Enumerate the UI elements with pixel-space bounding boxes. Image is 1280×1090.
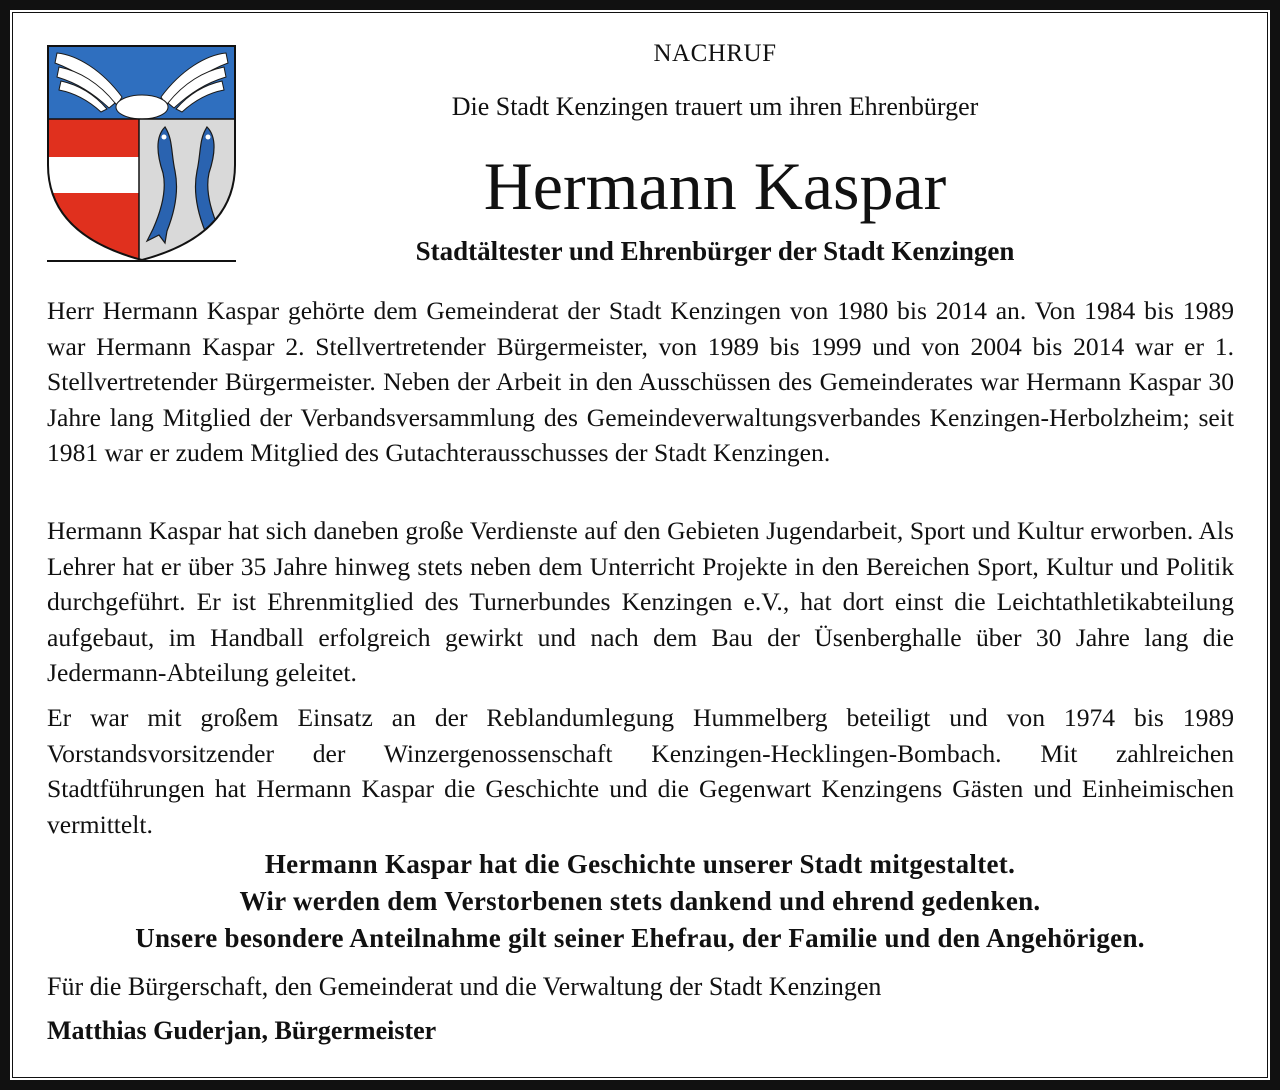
notice-heading: NACHRUF (653, 40, 777, 67)
closing-line: Hermann Kaspar hat die Geschichte unserer Stadt mitgestaltet. (264, 849, 1016, 879)
closing-line: Wir werden dem Verstorbenen stets dankend und ehrend gedenken. (239, 886, 1041, 916)
paragraph-merits: Hermann Kaspar hat sich daneben große Verdienste auf den Gebieten Jugendarbeit, Sport und Kultur erworben. Als Lehrer hat er über 35 Jahre hinweg stets neben dem Unterricht Projekte in den Bereichen Sport, Kultur und Politik durchgeführt. Er ist Ehrenmitglied des Turnerbundes Kenzingen e.V., hat dort einst die Leichtathletikabteilung aufgebaut, im Handball erfolgreich gewirkt und nach dem Bau der Üsenberghalle über 30 Jahre lang die Jedermann-Abteilung geleitet. (47, 516, 1234, 687)
signature: Matthias Guderjan, Bürgermeister (47, 1016, 437, 1045)
deceased-name: Hermann Kaspar (483, 148, 947, 224)
notice-subheading: Die Stadt Kenzingen trauert um ihren Ehrenbürger (451, 92, 979, 121)
footer-line: Für die Bürgerschaft, den Gemeinderat und die Verwaltung der Stadt Kenzingen (47, 972, 882, 1001)
coat-of-arms-icon (47, 45, 236, 261)
crest-underline (47, 260, 236, 262)
coat-of-arms (47, 45, 236, 264)
paragraph-vineyard: Er war mit großem Einsatz an der Reblandumlegung Hummelberg beteiligt und von 1974 bis 1989 Vorstandsvorsitzender der Winzergenossenschaft Kenzingen-Hecklingen-Bombach. Mit zahlreichen Stadtführungen hat Hermann Kaspar die Geschichte und die Gegenwart Kenzingens Gästen und Einheimischen vermittelt. (47, 703, 1234, 839)
closing-line: Unsere besondere Anteilnahme gilt seiner Ehefrau, der Familie und den Angehörigen. (135, 923, 1145, 953)
paragraph-council: Herr Hermann Kaspar gehörte dem Gemeinderat der Stadt Kenzingen von 1980 bis 2014 an. Von 1984 bis 1989 war Hermann Kaspar 2. Stellvertretender Bürgermeister, von 1989 bis 1999 und von 2004 bis 2014 war er 1. Stellvertretender Bürgermeister. Neben der Arbeit in den Ausschüssen des Gemeinderates war Hermann Kaspar 30 Jahre lang Mitglied der Verbandsversammlung des Gemeindeverwaltungsverbandes Kenzingen-Herbolzheim; seit 1981 war er zudem Mitglied des Gutachterausschusses der Stadt Kenzingen. (47, 296, 1234, 467)
deceased-title: Stadtältester und Ehrenbürger der Stadt Kenzingen (415, 236, 1015, 266)
closing-statement (40, 846, 1240, 957)
